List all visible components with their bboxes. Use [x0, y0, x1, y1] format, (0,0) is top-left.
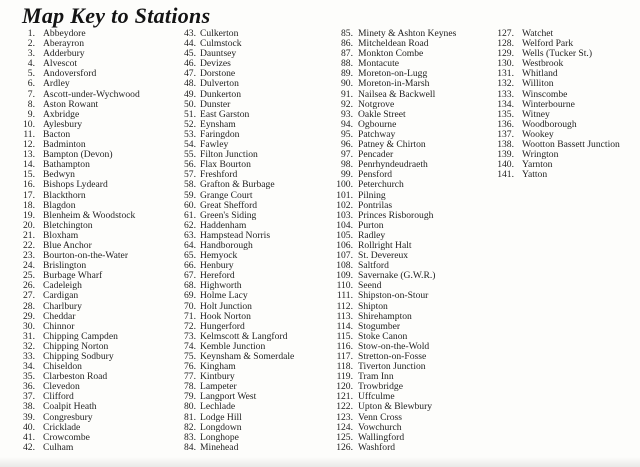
station-number: 139. [497, 149, 514, 161]
station-name: Moreton-on-Lugg [358, 68, 428, 80]
station-name: Kemble Junction [200, 340, 266, 352]
station-name: Aberayron [43, 38, 85, 50]
station-name: Clevedon [43, 381, 80, 393]
station-number: 44. [184, 38, 196, 50]
station-name: Dunkerton [200, 88, 242, 100]
station-name: Bathampton [43, 159, 90, 171]
station-name: Trowbridge [358, 381, 403, 393]
station-number: 62. [184, 219, 196, 231]
station-name: Saltford [358, 260, 389, 272]
station-name: Fawley [200, 139, 229, 151]
station-name: Abbeydore [43, 28, 86, 39]
station-name: Chipping Sodbury [43, 351, 114, 362]
station-name: Holt Junction [200, 300, 252, 312]
station-name: Congresbury [43, 411, 93, 423]
station-name: Culham [43, 441, 74, 453]
station-number: 58. [184, 179, 196, 191]
station-name: Penrhyndeudraeth [358, 159, 428, 171]
station-name: Aylesbury [43, 118, 83, 130]
station-name: Tiverton Junction [358, 361, 426, 373]
station-name: Winscombe [522, 88, 568, 100]
station-number: 15. [23, 169, 35, 181]
station-number: 102. [336, 199, 353, 211]
station-number: 85. [341, 28, 353, 39]
station-name: Grafton & Burbage [200, 179, 275, 191]
station-number: 130. [497, 58, 514, 70]
station-name: Crowcombe [43, 431, 90, 443]
station-number: 35. [23, 371, 35, 383]
station-name: Peterchurch [358, 179, 404, 191]
station-name: Nailsea & Backwell [358, 88, 436, 100]
station-number: 52. [184, 118, 196, 130]
station-name: Bloxham [43, 229, 79, 241]
station-number: 115. [336, 330, 353, 342]
station-number: 129. [497, 48, 514, 60]
station-name: Holme Lacy [200, 290, 248, 302]
station-name: St. Devereux [358, 250, 409, 262]
station-number: 128. [497, 38, 514, 50]
station-number: 70. [184, 300, 196, 312]
station-name: Flax Bourton [200, 159, 251, 171]
station-number: 124. [336, 421, 353, 433]
station-number: 41. [23, 431, 35, 443]
station-number: 126. [336, 441, 353, 453]
station-name: Hungerford [200, 320, 245, 332]
station-number: 103. [336, 209, 353, 221]
station-name: Haddenham [200, 219, 247, 231]
station-number: 8. [27, 98, 35, 110]
station-name: Coalpit Heath [43, 401, 97, 413]
station-name: Hemyock [200, 250, 238, 262]
station-name: Ascott-under-Wychwood [43, 88, 140, 100]
station-name: Montacute [358, 58, 400, 70]
station-name: Dulverton [200, 78, 239, 90]
station-number: 88. [341, 58, 353, 70]
station-name: Stretton-on-Fosse [358, 351, 427, 362]
page-title: Map Key to Stations [22, 3, 211, 28]
station-number: 76. [184, 361, 196, 373]
station-name: Henbury [200, 260, 234, 272]
station-name: Stogumber [358, 320, 401, 332]
station-number: 113. [336, 310, 353, 322]
station-number: 134. [497, 98, 514, 110]
station-name: Ardley [43, 78, 70, 90]
station-number: 11. [23, 128, 35, 140]
station-number: 2. [27, 38, 35, 50]
station-name: Watchet [522, 28, 554, 39]
station-name: Shipston-on-Stour [358, 290, 429, 302]
station-name: Minehead [200, 441, 239, 453]
station-name: Devizes [200, 58, 231, 70]
station-name: Lodge Hill [200, 411, 242, 423]
station-number: 69. [184, 290, 196, 302]
station-number: 18. [23, 199, 35, 211]
station-number: 127. [497, 28, 514, 39]
station-number: 43. [184, 28, 196, 39]
station-number: 104. [336, 219, 353, 231]
station-number: 99. [341, 169, 353, 181]
station-number: 10. [23, 118, 35, 130]
station-name: Shipton [358, 300, 388, 312]
station-number: 39. [23, 411, 35, 423]
station-name: Winterbourne [522, 98, 575, 110]
station-number: 106. [336, 239, 353, 251]
station-name: Culmstock [200, 38, 242, 50]
station-number: 29. [23, 310, 35, 322]
station-number: 59. [184, 189, 196, 201]
station-number: 37. [23, 391, 35, 403]
station-number: 96. [341, 139, 353, 151]
station-number: 14. [23, 159, 35, 171]
station-name: Clifford [43, 391, 74, 403]
station-name: Lampeter [200, 381, 237, 393]
station-number: 109. [336, 270, 353, 282]
station-name: Pensford [358, 169, 393, 181]
station-number: 27. [23, 290, 35, 302]
station-number: 23. [23, 250, 35, 262]
station-number: 72. [184, 320, 196, 332]
station-number: 87. [341, 48, 353, 60]
station-name: Brislington [43, 260, 87, 272]
station-number: 135. [497, 108, 514, 120]
station-number: 95. [341, 128, 353, 140]
station-name: Highworth [200, 280, 242, 292]
station-name: Oakle Street [358, 108, 406, 120]
station-number: 31. [23, 330, 35, 342]
page-edge-shadow [0, 457, 640, 467]
station-name: Wallingford [358, 431, 405, 443]
station-number: 32. [23, 340, 35, 352]
station-name: Pontrilas [358, 199, 393, 211]
station-name: Williton [522, 78, 554, 90]
station-number: 20. [23, 219, 35, 231]
station-name: Freshford [200, 169, 238, 181]
station-name: Yatton [522, 169, 548, 181]
station-name: Green's Siding [200, 209, 257, 221]
station-number: 98. [341, 159, 353, 171]
station-name: Blue Anchor [43, 239, 92, 251]
station-number: 110. [336, 280, 353, 292]
station-name: Chipping Norton [43, 340, 109, 352]
station-name: Bourton-on-the-Water [43, 250, 129, 262]
station-name: Uffculme [358, 391, 395, 403]
station-number: 74. [184, 340, 196, 352]
station-name: Wrington [522, 149, 559, 161]
station-name: Keynsham & Somerdale [200, 351, 295, 362]
station-name: Hampstead Norris [200, 229, 271, 241]
station-number: 3. [27, 48, 35, 60]
station-number: 36. [23, 381, 35, 393]
station-name: Princes Risborough [358, 209, 434, 221]
station-name: Cricklade [43, 421, 81, 433]
station-number: 131. [497, 68, 514, 80]
station-number: 54. [184, 139, 196, 151]
station-name: Cadeleigh [43, 280, 82, 292]
station-name: Minety & Ashton Keynes [358, 28, 457, 39]
station-name: Witney [522, 108, 550, 120]
station-number: 26. [23, 280, 35, 292]
station-number: 21. [23, 229, 35, 241]
station-number: 81. [184, 411, 196, 423]
station-number: 7. [27, 88, 35, 100]
station-number: 123. [336, 411, 353, 423]
station-name: Langport West [200, 391, 257, 403]
station-number: 17. [23, 189, 35, 201]
station-number: 45. [184, 48, 196, 60]
station-number: 89. [341, 68, 353, 80]
station-name: Ogbourne [358, 118, 397, 130]
station-number: 119. [336, 371, 353, 383]
station-name: Culkerton [200, 28, 239, 39]
station-name: Upton & Blewbury [358, 401, 433, 413]
station-name: Cardigan [43, 290, 79, 302]
station-number: 132. [497, 78, 514, 90]
station-number: 67. [184, 270, 196, 282]
station-name: Wootton Bassett Junction [522, 139, 620, 151]
station-number: 133. [497, 88, 514, 100]
station-number: 90. [341, 78, 353, 90]
station-number: 66. [184, 260, 196, 272]
station-number: 78. [184, 381, 196, 393]
station-name: Dauntsey [200, 48, 237, 60]
station-number: 140. [497, 159, 514, 171]
station-name: Badminton [43, 139, 86, 151]
station-name: Venn Cross [358, 411, 402, 423]
station-name: Lechlade [200, 401, 236, 413]
station-number: 105. [336, 229, 353, 241]
station-name: Washford [358, 441, 396, 453]
station-name: Clarbeston Road [43, 371, 108, 383]
station-number: 47. [184, 68, 196, 80]
station-name: Rollright Halt [358, 239, 412, 251]
station-name: Yarnton [522, 159, 553, 171]
station-name: Faringdon [200, 128, 240, 140]
station-name: Great Shefford [200, 199, 258, 211]
station-name: Bedwyn [43, 169, 75, 181]
station-number: 138. [497, 139, 514, 151]
station-name: Cheddar [43, 310, 76, 322]
station-number: 48. [184, 78, 196, 90]
station-name: Mitcheldean Road [358, 38, 429, 50]
station-name: Kelmscott & Langford [200, 330, 288, 342]
station-name: Handborough [200, 239, 253, 251]
station-number: 82. [184, 421, 196, 433]
station-name: Bampton (Devon) [43, 149, 113, 161]
station-name: Patchway [358, 128, 396, 140]
station-number: 137. [497, 128, 514, 140]
station-number: 19. [23, 209, 35, 221]
station-name: Blenheim & Woodstock [43, 209, 136, 221]
station-number: 22. [23, 239, 35, 251]
station-number: 68. [184, 280, 196, 292]
station-name: Wells (Tucker St.) [522, 48, 593, 60]
station-number: 93. [341, 108, 353, 120]
station-number: 108. [336, 260, 353, 272]
station-name: Blagdon [43, 199, 76, 211]
station-name: Hook Norton [200, 310, 251, 322]
station-name: Eynsham [200, 118, 236, 130]
station-number: 9. [27, 108, 35, 120]
station-name: Monkton Combe [358, 48, 424, 60]
station-number: 55. [184, 149, 196, 161]
station-number: 16. [23, 179, 35, 191]
station-name: Chipping Campden [43, 330, 118, 342]
station-name: Westbrook [522, 58, 564, 70]
station-number: 51. [184, 108, 196, 120]
station-name: Hereford [200, 270, 235, 282]
station-number: 40. [23, 421, 35, 433]
station-number: 136. [497, 118, 514, 130]
station-name: Alvescot [43, 58, 78, 70]
station-number: 56. [184, 159, 196, 171]
station-name: Seend [358, 280, 382, 292]
station-number: 1. [27, 28, 35, 39]
station-name: Stoke Canon [358, 330, 408, 342]
station-name: Adderbury [43, 48, 85, 60]
station-number: 50. [184, 98, 196, 110]
station-name: Blackthorn [43, 189, 86, 201]
station-number: 77. [184, 371, 196, 383]
station-name: Dorstone [200, 68, 236, 80]
station-number: 64. [184, 239, 196, 251]
station-number: 125. [336, 431, 353, 443]
station-name: Stow-on-the-Wold [358, 340, 430, 352]
station-name: Chiseldon [43, 361, 82, 373]
station-name: Grange Court [200, 189, 253, 201]
station-number: 46. [184, 58, 196, 70]
station-name: Moreton-in-Marsh [358, 78, 430, 90]
station-number: 112. [336, 300, 353, 312]
station-number: 120. [336, 381, 353, 393]
station-number: 25. [23, 270, 35, 282]
station-number: 33. [23, 351, 35, 362]
station-name: Bletchington [43, 219, 93, 231]
station-number: 13. [23, 149, 35, 161]
station-name: Radley [358, 229, 386, 241]
station-number: 107. [336, 250, 353, 262]
station-number: 5. [27, 68, 35, 80]
station-name: Axbridge [43, 108, 80, 120]
station-number: 6. [27, 78, 35, 90]
station-name: Charlbury [43, 300, 82, 312]
station-number: 80. [184, 401, 196, 413]
station-number: 141. [497, 169, 514, 181]
station-name: Purton [358, 219, 384, 231]
station-name: Welford Park [522, 38, 574, 50]
station-number: 73. [184, 330, 196, 342]
station-number: 101. [336, 189, 353, 201]
station-number: 42. [23, 441, 35, 453]
station-name: Chinnor [43, 320, 75, 332]
station-number: 86. [341, 38, 353, 50]
station-name: Longdown [200, 421, 242, 433]
station-name: Aston Rowant [43, 98, 99, 110]
station-name: Bishops Lydeard [43, 179, 108, 191]
station-number: 63. [184, 229, 196, 241]
station-number: 117. [336, 351, 353, 362]
station-number: 121. [336, 391, 353, 403]
station-name: Vowchurch [358, 421, 402, 433]
station-name: Burbage Wharf [43, 270, 103, 282]
station-number: 4. [27, 58, 35, 70]
station-number: 57. [184, 169, 196, 181]
station-number: 114. [336, 320, 353, 332]
station-number: 60. [184, 199, 196, 211]
station-number: 75. [184, 351, 196, 362]
station-number: 34. [23, 361, 35, 373]
station-number: 92. [341, 98, 353, 110]
station-name: Andoversford [43, 68, 97, 80]
station-number: 116. [336, 340, 353, 352]
station-name: Tram Inn [358, 371, 394, 383]
station-number: 24. [23, 260, 35, 272]
station-name: Dunster [200, 98, 231, 110]
station-name: Savernake (G.W.R.) [358, 270, 436, 282]
station-number: 97. [341, 149, 353, 161]
station-name: Longhope [200, 431, 239, 443]
station-number: 71. [184, 310, 196, 322]
station-name: Patney & Chirton [358, 139, 426, 151]
station-number: 118. [336, 361, 353, 373]
station-number: 53. [184, 128, 196, 140]
station-number: 100. [336, 179, 353, 191]
station-name: Notgrove [358, 98, 395, 110]
station-number: 61. [184, 209, 196, 221]
station-name: Kingham [200, 361, 236, 373]
station-number: 111. [336, 290, 353, 302]
station-number: 28. [23, 300, 35, 312]
station-number: 79. [184, 391, 196, 403]
station-name: Woodborough [522, 118, 577, 130]
station-number: 49. [184, 88, 196, 100]
station-number: 91. [341, 88, 353, 100]
station-name: Bacton [43, 128, 71, 140]
station-name: Wookey [522, 128, 554, 140]
station-name: Pencader [358, 149, 394, 161]
station-number: 84. [184, 441, 196, 453]
station-name: Shirehampton [358, 310, 412, 322]
station-number: 65. [184, 250, 196, 262]
station-name: Pilning [358, 189, 386, 201]
station-name: East Garston [200, 108, 250, 120]
station-name: Whitland [522, 68, 558, 80]
station-name: Filton Junction [200, 149, 258, 161]
station-number: 38. [23, 401, 35, 413]
station-name: Kintbury [200, 371, 235, 383]
station-number: 122. [336, 401, 353, 413]
station-number: 12. [23, 139, 35, 151]
station-number: 83. [184, 431, 196, 443]
station-number: 94. [341, 118, 353, 130]
station-number: 30. [23, 320, 35, 332]
